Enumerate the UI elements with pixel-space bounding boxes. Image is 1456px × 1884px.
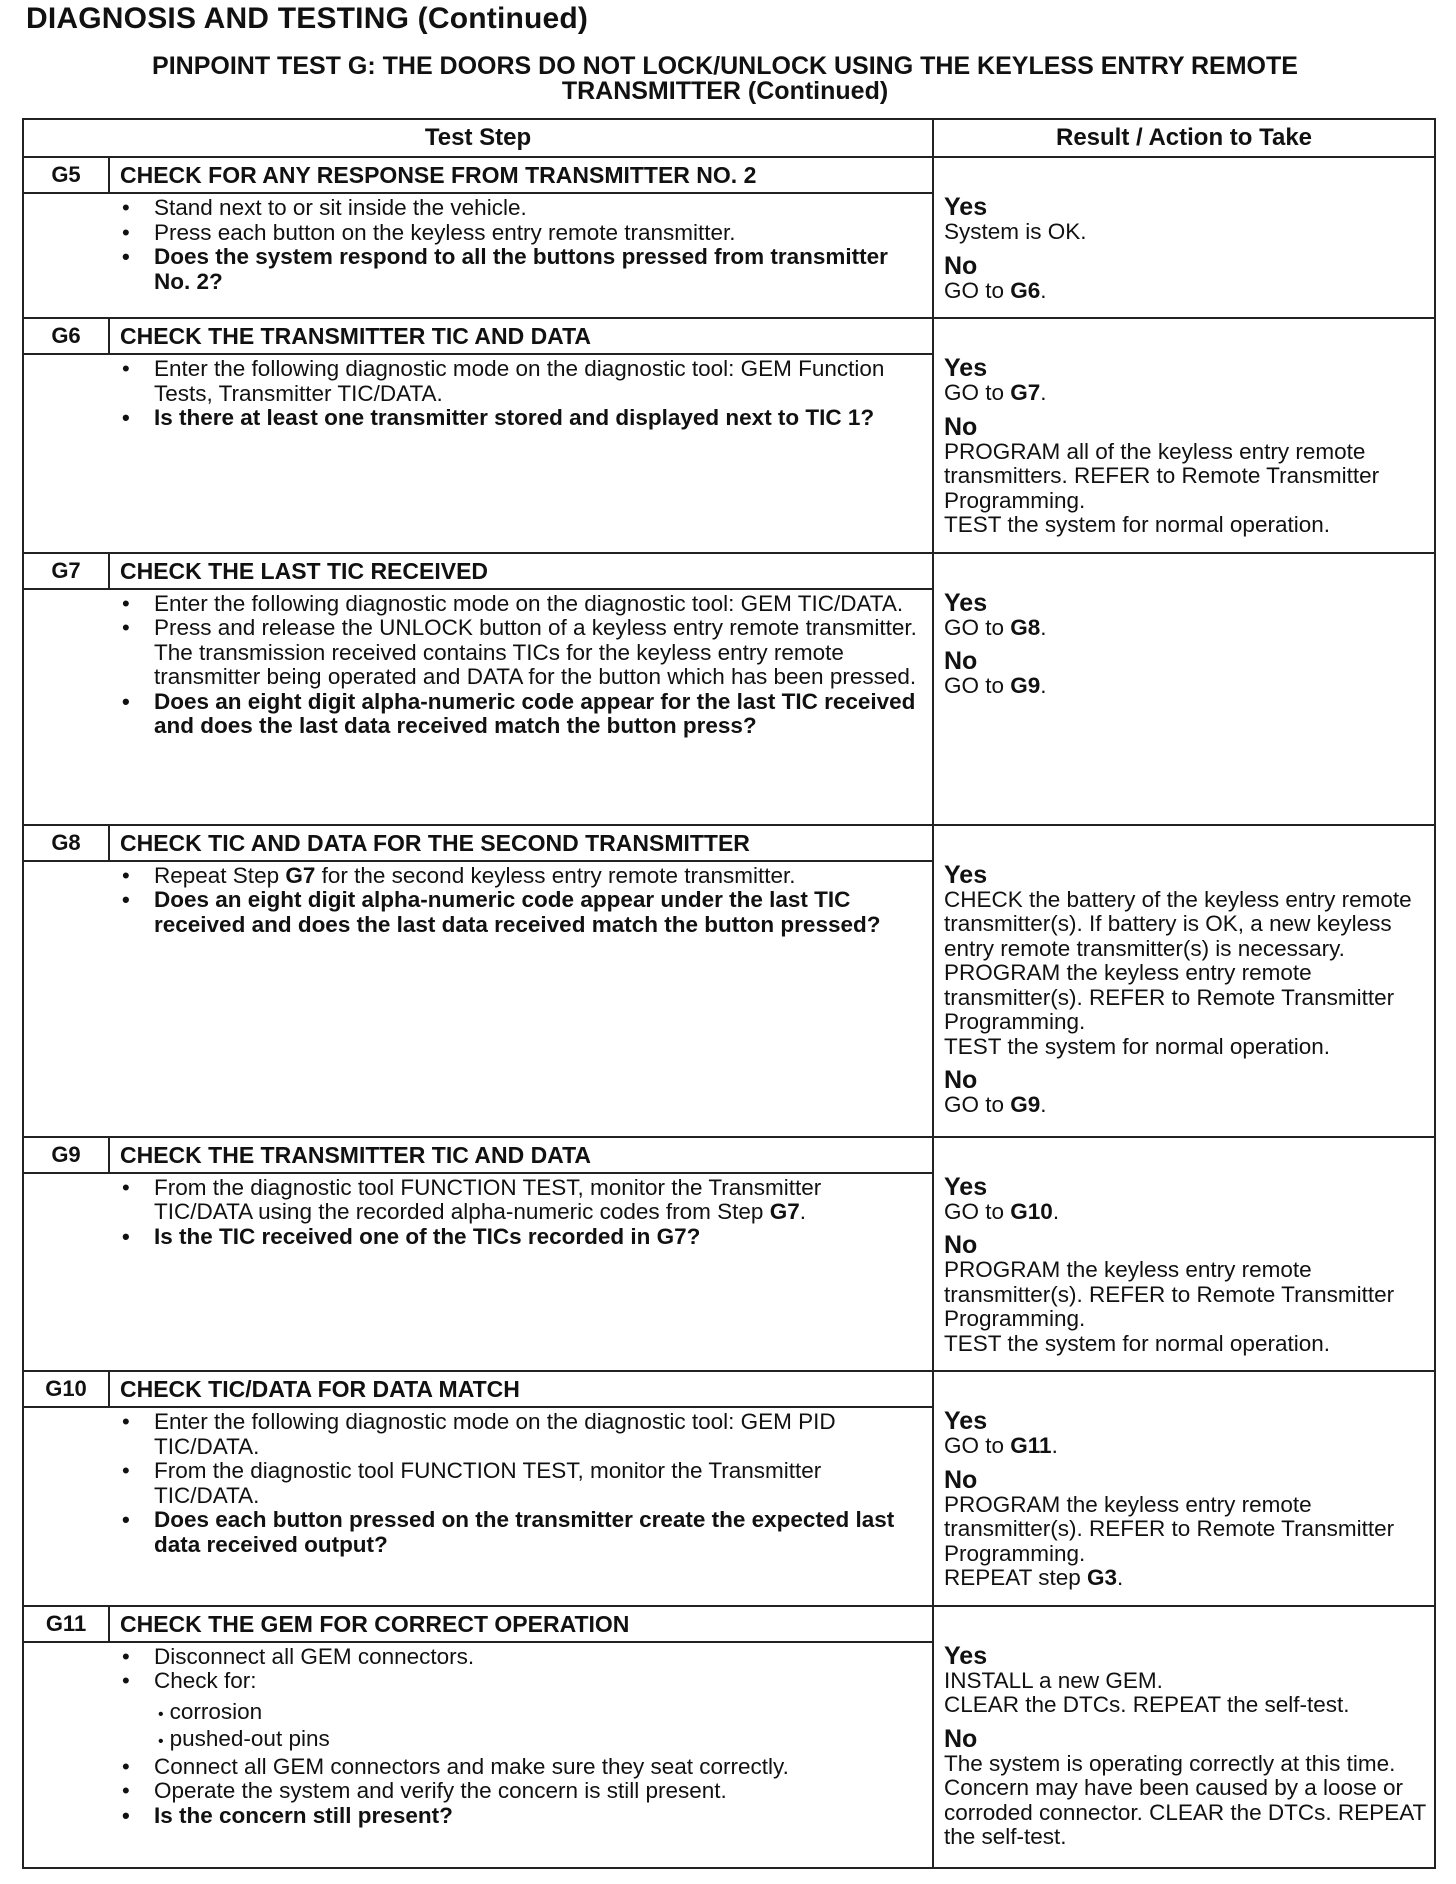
result-action: [934, 319, 1434, 552]
action-text: REPEAT step: [944, 1565, 1087, 1590]
step-reference: G9: [1010, 673, 1041, 698]
yes-label: Yes: [944, 1641, 988, 1670]
step-question: • Is the TIC received one of the TICs recorded in G7?: [110, 1225, 924, 1250]
step-reference: G6: [1010, 277, 1041, 303]
step-instructions: [110, 1176, 924, 1250]
no-action: TEST the system for normal operation.: [944, 1330, 1330, 1356]
step-title: CHECK FOR ANY RESPONSE FROM TRANSMITTER NO. 2: [120, 162, 757, 188]
action-text: .: [1052, 1198, 1060, 1224]
action-text: GO to: [944, 277, 1011, 303]
no-action: [944, 1566, 1428, 1591]
action-text: GO to: [944, 380, 1011, 405]
check-item: • corrosion: [154, 1700, 924, 1728]
step-question: • Does each button pressed on the transmitter create the expected last data received output?: [110, 1508, 924, 1557]
instruction: • Connect all GEM connectors and make sure they seat correctly.: [110, 1755, 924, 1780]
action-text: .: [1117, 1565, 1124, 1590]
no-label: No: [944, 412, 978, 441]
instruction: • Enter the following diagnostic mode on the diagnostic tool: GEM Function Tests, Transmitter TIC/DATA.: [110, 357, 924, 406]
yes-label: Yes: [944, 1172, 988, 1201]
yes-label: Yes: [944, 354, 988, 382]
action-text: GO to: [944, 1433, 1011, 1458]
step-id: G10: [24, 1372, 110, 1406]
step-reference: G7: [769, 1199, 800, 1224]
yes-action: [944, 1434, 1428, 1459]
action-text: .: [1040, 614, 1047, 640]
step-question: • Does an eight digit alpha-numeric code appear under the last TIC received and does the last data received match the button pressed?: [110, 888, 924, 937]
step-title: CHECK THE GEM FOR CORRECT OPERATION: [120, 1610, 630, 1637]
instruction: • Enter the following diagnostic mode on the diagnostic tool: GEM TIC/DATA.: [110, 592, 924, 617]
instruction: • Disconnect all GEM connectors.: [110, 1645, 924, 1670]
pinpoint-test-table: [22, 118, 1436, 1869]
step-id: G8: [24, 826, 110, 860]
no-action: PROGRAM all of the keyless entry remote transmitters. REFER to Remote Transmitter Programming.: [944, 438, 1380, 513]
instruction: • Enter the following diagnostic mode on the diagnostic tool: GEM PID TIC/DATA.: [110, 1410, 924, 1459]
yes-label: Yes: [944, 193, 988, 221]
action-text: .: [1040, 1092, 1047, 1117]
instruction: • Press and release the UNLOCK button of a keyless entry remote transmitter. The transmission received contains TICs for the keyless entry remote transmitter being operated and DATA for the button which has been pressed.: [110, 616, 924, 690]
action-text: .: [1051, 1433, 1058, 1458]
step-question: • Is the concern still present?: [110, 1804, 924, 1829]
test-step-row-g5: [24, 158, 1434, 319]
step-id: G9: [24, 1138, 110, 1172]
action-text: .: [1040, 673, 1047, 698]
action-text: GO to: [944, 1198, 1011, 1224]
step-title: CHECK TIC/DATA FOR DATA MATCH: [120, 1376, 520, 1402]
test-step-row-g9: [24, 1138, 1434, 1373]
pinpoint-test-title: [60, 54, 1390, 104]
step-id: G5: [24, 158, 110, 192]
action-text: .: [1040, 277, 1047, 303]
instruction: • Operate the system and verify the concern is still present.: [110, 1779, 924, 1804]
yes-action: CHECK the battery of the keyless entry remote transmitter(s). If battery is OK, a new keyless entry remote transmitter(s) is necessary. PROGRAM the keyless entry remote transmitter(s). REFER to Remote Transmitter Programming.: [944, 886, 1412, 1034]
yes-action: System is OK.: [944, 219, 1087, 244]
test-step-row-g6: [24, 319, 1434, 554]
yes-action: TEST the system for normal operation.: [944, 1033, 1330, 1059]
step-title: CHECK THE LAST TIC RECEIVED: [120, 557, 489, 584]
instruction-text: From the diagnostic tool FUNCTION TEST, monitor the Transmitter TIC/DATA using the recorded alpha-numeric codes from Step: [154, 1174, 822, 1224]
step-instructions: [110, 1410, 924, 1557]
test-step-row-g7: [24, 554, 1434, 826]
step-instructions: [110, 592, 924, 739]
step-id: G7: [24, 554, 110, 588]
step-reference: G7: [285, 862, 316, 888]
no-label: No: [944, 647, 978, 675]
no-action: TEST the system for normal operation.: [944, 512, 1330, 537]
result-action: [934, 554, 1434, 824]
step-id: G11: [24, 1607, 110, 1641]
yes-action: [944, 381, 1428, 406]
step-reference: G3: [1086, 1565, 1117, 1590]
step-question: • Is there at least one transmitter stored and displayed next to TIC 1?: [110, 406, 924, 431]
action-text: GO to: [944, 673, 1011, 698]
instruction-text: Check for:: [154, 1668, 257, 1693]
action-text: .: [1040, 380, 1047, 405]
column-header-result: Result / Action to Take: [1055, 124, 1313, 151]
step-instructions: [110, 196, 924, 294]
check-list: [154, 1700, 924, 1755]
test-step-row-g8: [24, 826, 1434, 1138]
instruction: [110, 1176, 924, 1225]
yes-action: INSTALL a new GEM.: [944, 1667, 1163, 1693]
step-title: CHECK THE TRANSMITTER TIC AND DATA: [120, 323, 592, 349]
step-id: G6: [24, 319, 110, 353]
instruction: • Press each button on the keyless entry remote transmitter.: [110, 221, 924, 246]
step-instructions: [110, 357, 924, 431]
yes-action: CLEAR the DTCs. REPEAT the self-test.: [944, 1692, 1350, 1717]
instruction-text: for the second keyless entry remote transmitter.: [315, 862, 796, 888]
result-action: [934, 1138, 1434, 1371]
pinpoint-title-line-1: PINPOINT TEST G: THE DOORS DO NOT LOCK/UNLOCK USING THE KEYLESS ENTRY REMOTE: [152, 52, 1298, 80]
no-action: The system is operating correctly at this time. Concern may have been caused by a loose or corroded connector. CLEAR the DTCs. REPEAT the self-test.: [944, 1750, 1426, 1849]
step-question: • Does an eight digit alpha-numeric code appear for the last TIC received and does the last data received match the button press?: [110, 690, 924, 739]
step-question: • Does the system respond to all the buttons pressed from transmitter No. 2?: [110, 245, 924, 294]
step-reference: G9: [1010, 1092, 1041, 1117]
test-step-row-g11: [24, 1607, 1434, 1867]
no-label: No: [944, 251, 978, 280]
result-action: [934, 1607, 1434, 1867]
no-label: No: [944, 1724, 978, 1753]
result-action: [934, 826, 1434, 1136]
no-action: PROGRAM the keyless entry remote transmitter(s). REFER to Remote Transmitter Programming.: [944, 1257, 1395, 1331]
yes-label: Yes: [944, 860, 988, 889]
yes-action: [944, 616, 1428, 641]
step-instructions: [110, 1645, 924, 1829]
yes-action: [944, 1200, 1428, 1225]
no-action: [944, 1093, 1428, 1118]
column-header-test-step: Test Step: [24, 120, 934, 156]
step-reference: G8: [1010, 614, 1041, 640]
instruction: • From the diagnostic tool FUNCTION TEST, monitor the Transmitter TIC/DATA.: [110, 1459, 924, 1508]
instruction-text: Repeat Step: [154, 862, 286, 888]
instruction: [110, 864, 924, 889]
no-action: [944, 674, 1428, 699]
result-action: [934, 158, 1434, 317]
no-action: PROGRAM the keyless entry remote transmitter(s). REFER to Remote Transmitter Programming.: [944, 1491, 1395, 1566]
pinpoint-title-line-2: TRANSMITTER (Continued): [561, 77, 889, 105]
instruction: [110, 1669, 924, 1755]
action-text: GO to: [944, 1092, 1011, 1117]
step-title: CHECK THE TRANSMITTER TIC AND DATA: [120, 1141, 592, 1168]
action-text: GO to: [944, 614, 1011, 640]
step-instructions: [110, 864, 924, 938]
no-label: No: [944, 1465, 978, 1494]
yes-label: Yes: [944, 588, 988, 617]
test-step-row-g10: [24, 1372, 1434, 1607]
step-reference: G10: [1010, 1198, 1053, 1224]
check-item: • pushed-out pins: [154, 1727, 924, 1755]
no-label: No: [944, 1231, 978, 1259]
result-action: [934, 1372, 1434, 1605]
no-action: [944, 279, 1428, 304]
page-title: DIAGNOSIS AND TESTING (Continued): [26, 2, 589, 35]
table-header: [24, 120, 1434, 158]
step-reference: G7: [1010, 380, 1041, 405]
no-label: No: [944, 1066, 978, 1094]
step-title: CHECK TIC AND DATA FOR THE SECOND TRANSMITTER: [120, 829, 750, 856]
step-reference: G11: [1010, 1433, 1052, 1458]
instruction-text: .: [799, 1199, 806, 1224]
yes-label: Yes: [944, 1407, 988, 1435]
instruction: • Stand next to or sit inside the vehicle.: [110, 196, 924, 221]
